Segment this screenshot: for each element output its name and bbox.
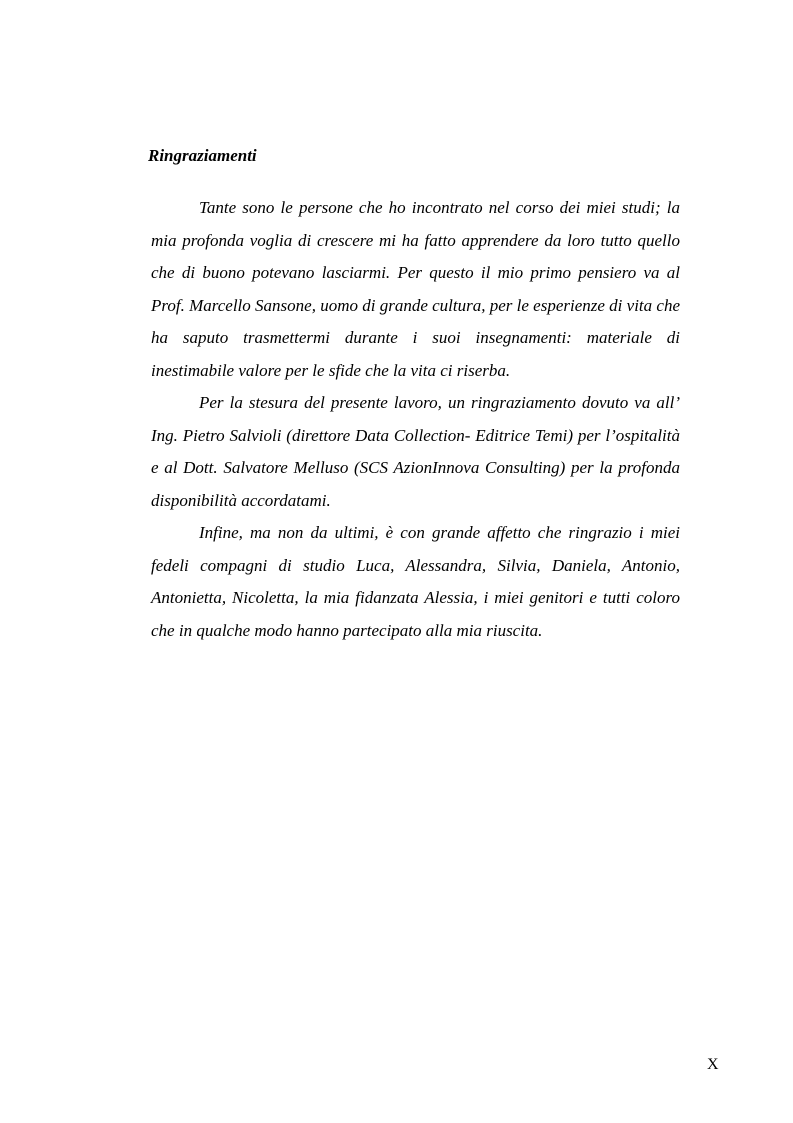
paragraph-3: Infine, ma non da ultimi, è con grande affetto che ringrazio i miei fedeli compagni di studio Luca, Alessandra, Silvia, Daniela, Antonio, Antonietta, Nicoletta, la mia fidanzata Alessia, i miei genitori e tutti coloro che in qualche modo hanno partecipato alla mia riuscita. <box>151 523 680 640</box>
page-number: X <box>707 1056 719 1073</box>
page-heading: Ringraziamenti <box>148 146 257 165</box>
paragraph-1: Tante sono le persone che ho incontrato nel corso dei miei studi; la mia profonda voglia di crescere mi ha fatto apprendere da loro tutto quello che di buono potevano lasciarmi. Per questo il mio primo pensiero va al Prof. Marcello Sansone, uomo di grande cultura, per le esperienze di vita che ha saputo trasmettermi durante i suoi insegnamenti: materiale di inestimabile valore per le sfide che la vita ci riserba. <box>151 198 680 380</box>
paragraph-2: Per la stesura del presente lavoro, un ringraziamento dovuto va all’ Ing. Pietro Salvioli (direttore Data Collection- Editrice Temi) per l’ospitalità e al Dott. Salvatore Melluso (SCS AzionInnova Consulting) per la profonda disponibilità accordatami. <box>151 393 680 510</box>
body-text <box>151 192 680 647</box>
